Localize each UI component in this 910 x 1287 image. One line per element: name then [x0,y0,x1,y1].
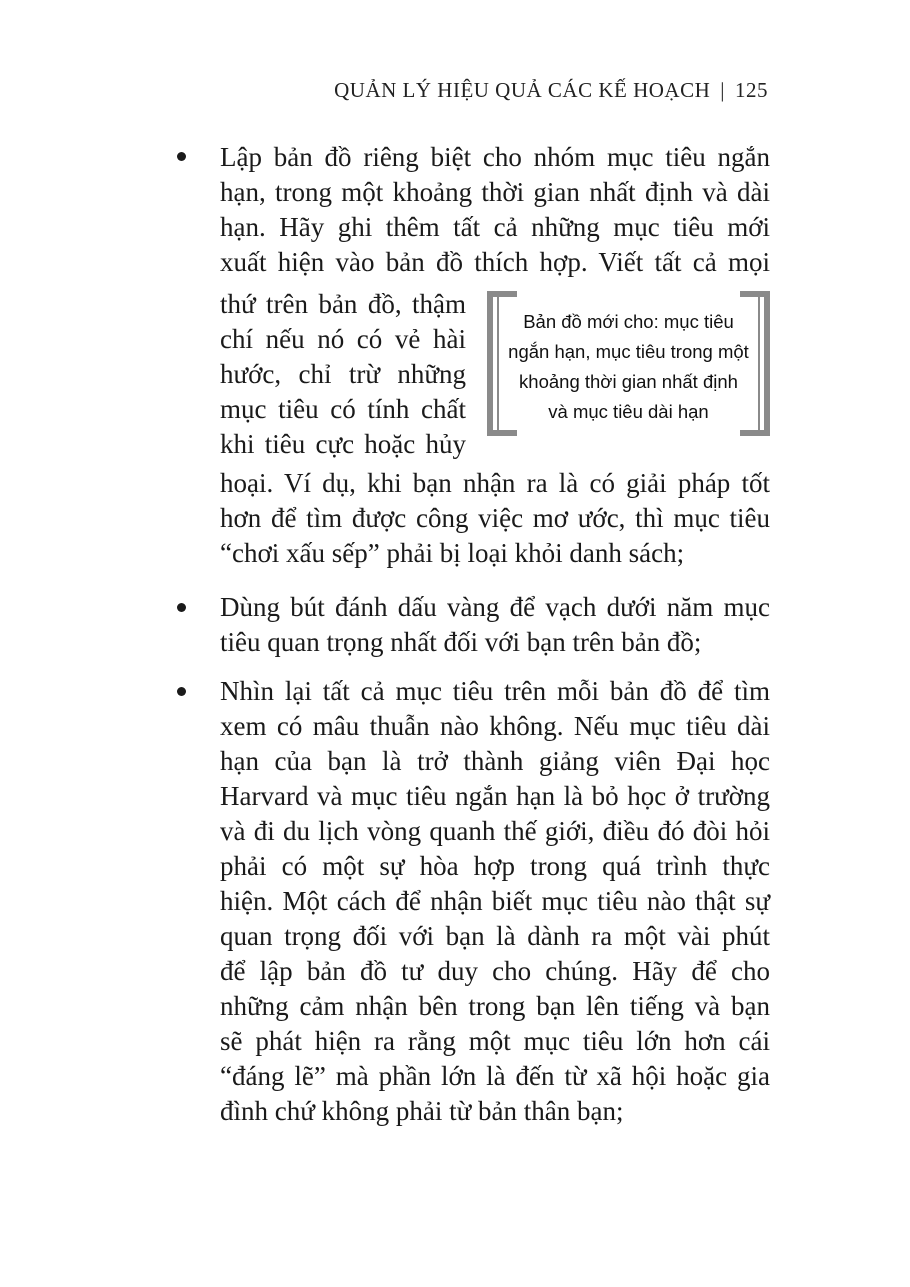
running-header [334,78,768,103]
sidebar-callout [487,291,770,436]
text-line: những cảm nhận bên trong bạn lên tiếng và bạn [220,991,770,1021]
callout-line: khoảng thời gian nhất định [519,371,738,392]
text-line: đình chứ không phải từ bản thân bạn; [220,1096,624,1126]
bullet-1-paragraph-end [220,466,770,571]
text-line: Nhìn lại tất cả mục tiêu trên mỗi bản đồ để tìm [220,676,770,706]
text-line: hạn của bạn là trở thành giảng viên Đại học [220,746,770,776]
header-separator: | [720,78,725,102]
text-line: mục tiêu có tính chất [220,394,466,424]
text-line: “đáng lẽ” mà phần lớn là đến từ xã hội hoặc gia [220,1061,770,1091]
text-line: hạn. Hãy ghi thêm tất cả những mục tiêu mới [220,212,770,242]
text-line: để lập bản đồ tư duy cho chúng. Hãy để cho [220,956,770,986]
text-line: Harvard và mục tiêu ngắn hạn là bỏ học ở trường [220,781,770,811]
text-line: xem có mâu thuẫn nào không. Nếu mục tiêu dài [220,711,770,741]
text-line: Dùng bút đánh dấu vàng để vạch dưới năm mục [220,592,770,622]
text-line: sẽ phát hiện ra rằng một mục tiêu lớn hơn cái [220,1026,770,1056]
callout-line: ngắn hạn, mục tiêu trong một [508,341,749,362]
text-line: Lập bản đồ riêng biệt cho nhóm mục tiêu ngắn [220,142,770,172]
bullet-1-paragraph-top [220,140,770,280]
text-line: hoại. Ví dụ, khi bạn nhận ra là có giải pháp tốt [220,468,770,498]
text-line: “chơi xấu sếp” phải bị loại khỏi danh sách; [220,538,685,568]
text-line: khi tiêu cực hoặc hủy [220,429,466,459]
text-line: và đi du lịch vòng quanh thế giới, điều đó đòi hỏi [220,816,770,846]
bullet-1-paragraph-wrapped [220,287,466,462]
callout-text [503,307,754,427]
callout-line: và mục tiêu dài hạn [548,401,709,422]
text-line: hạn, trong một khoảng thời gian nhất định và dài [220,177,770,207]
text-line: hiện. Một cách để nhận biết mục tiêu nào thật sự [220,886,770,916]
text-line: tiêu quan trọng nhất đối với bạn trên bản đồ; [220,627,702,657]
bullet-3-paragraph [220,674,770,1129]
text-line: quan trọng đối với bạn là dành ra một vài phút [220,921,770,951]
text-line: xuất hiện vào bản đồ thích hợp. Viết tất cả mọi [220,247,770,277]
text-line: hơn để tìm được công việc mơ ước, thì mục tiêu [220,503,770,533]
text-line: phải có một sự hòa hợp trong quá trình thực [220,851,770,881]
chapter-title: QUẢN LÝ HIỆU QUẢ CÁC KẾ HOẠCH [334,78,711,102]
bullet-marker [177,687,186,696]
text-line: chí nếu nó có vẻ hài [220,324,466,354]
bullet-marker [177,152,186,161]
text-line: hước, chỉ trừ những [220,359,466,389]
callout-line: Bản đồ mới cho: mục tiêu [523,311,734,332]
page-number: 125 [735,78,768,102]
text-line: thứ trên bản đồ, thậm [220,289,466,319]
bullet-marker [177,603,186,612]
bullet-2-paragraph [220,590,770,660]
